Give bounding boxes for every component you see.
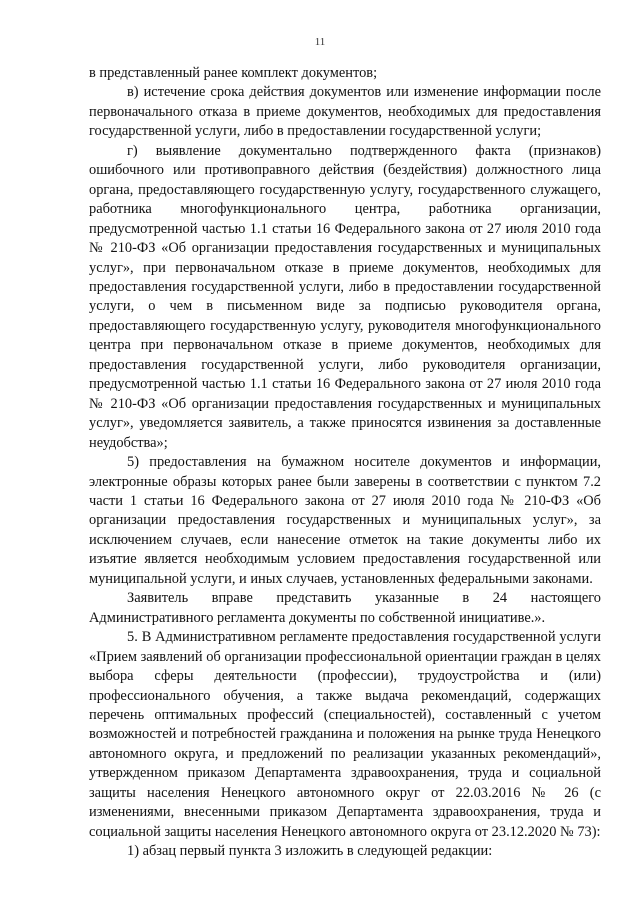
paragraph-item-v: в) истечение срока действия документов или изменение информации после первоначального отказа в приеме документов, необходимых для предоставления государственной услуги, либо в предоставлении государственной услуги;	[89, 84, 601, 140]
paragraph-item-g: г) выявление документально подтвержденного факта (признаков) ошибочного или противоправного действия (бездействия) должностного лица органа, предоставляющего государственную услугу, государственного служащего, работника многофункционального центра, работника организации, предусмотренной частью 1.1 статьи 16 Федерального закона от 27 июля 2010 года № 210-ФЗ «Об организации предоставления государственных и муниципальных услуг», при первоначальном отказе в приеме документов, необходимых для предоставления государственной услуги, либо в предоставлении государственной услуги, о чем в письменном виде за подписью руководителя органа, предоставляющего государственную услугу, руководителя многофункционального центра при первоначальном отказе в приеме документов, необходимых для предоставления государственной услуги, либо руководителя организации, предусмотренной частью 1.1 статьи 16 Федерального закона от 27 июля 2010 года № 210-ФЗ «Об организации предоставления государственных и муниципальных услуг», уведомляется заявитель, а также приносятся извинения за доставленные неудобства»;	[89, 142, 601, 451]
paragraph-item-5: 5) предоставления на бумажном носителе документов и информации, электронные образы которых ранее были заверены в соответствии с пунктом 7.2 части 1 статьи 16 Федерального закона от 27 июля 2010 года № 210-ФЗ «Об организации предоставления государственных и муниципальных услуг», за исключением случаев, если нанесение отметок на такие документы либо их изъятие является необходимым условием предоставления государственной или муниципальной услуги, и иных случаев, установленных федеральными законами.	[89, 454, 601, 587]
paragraph-subitem-1: 1) абзац первый пункта 3 изложить в следующей редакции:	[127, 843, 493, 860]
paragraph-applicant-right: Заявитель вправе представить указанные в 24 настоящего Административного регламента документы по собственной инициативе.».	[89, 590, 601, 626]
paragraph-section-5: 5. В Административном регламенте предоставления государственной услуги «Прием заявлений об организации профессиональной ориентации граждан в целях выбора сферы деятельности (профессии), трудоустройства и (или) профессионального обучения, а также выдача рекомендаций, содержащих перечень оптимальных профессий (специальностей), составленный с учетом возможностей и потребностей гражданина и положения на рынке труда Ненецкого автономного округа, и предложений по реализации указанных рекомендаций», утвержденном приказом Департамента здравоохранения, труда и социальной защиты населения Ненецкого автономного округ от 22.03.2016 № 26 (с изменениями, внесенными приказом Департамента здравоохранения, труда и социальной защиты населения Ненецкого автономного округа от 23.12.2020 № 73):	[89, 629, 601, 840]
page-number: 11	[314, 36, 326, 48]
document-body	[89, 64, 601, 862]
paragraph-continuation: в представленный ранее комплект документов;	[89, 65, 378, 81]
